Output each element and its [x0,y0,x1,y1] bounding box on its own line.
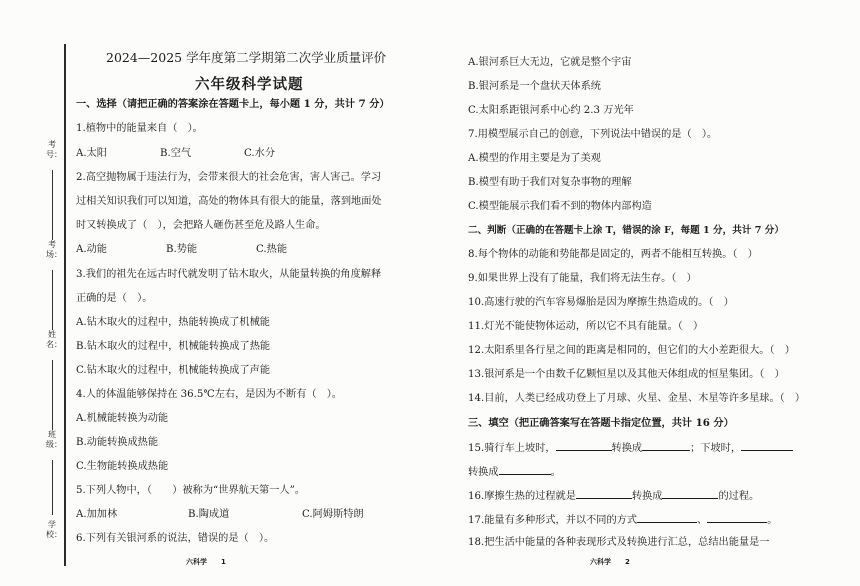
question-5: 5.下列人物中，（ ）被称为“世界航天第一人”。 [76,485,305,496]
question-4: 4.人的体温能够保持在 36.5℃左右，是因为不断有（ ）。 [76,389,343,400]
margin-divider-line [64,44,66,566]
q15-blank-2 [642,440,690,451]
question-3-line-2: 正确的是（ ）。 [76,293,153,304]
exam-subtitle: 六年级科学试题 [195,76,304,93]
q5-option-a: A.加加林 [76,509,118,520]
q15-text-b: 转换成 [611,443,643,454]
q17-blank-2 [707,512,767,523]
q17-blank-1 [637,512,697,523]
q16-text-c: 的过程。 [718,491,760,502]
exam-room-line [52,270,53,330]
q17-text-c: 。 [767,515,778,526]
question-16 [468,488,759,504]
question-8: 8.每个物体的动能和势能都是固定的，两者不能相互转换。（ ） [468,249,758,260]
q1-option-b: B.空气 [160,148,192,159]
q5-option-c: C.阿姆斯特朗 [302,509,364,520]
question-7: 7.用模型展示自己的创意，下列说法中错误的是（ ）。 [468,129,718,140]
page-footer-right: 六科学 2 [590,558,630,566]
question-12: 12.太阳系里各行星之间的距离是相同的，但它们的大小差距很大。（ ） [468,345,795,356]
q2-option-c: C.热能 [256,244,288,255]
question-15-line-1 [468,440,793,456]
question-1: 1.植物中的能量来自（ ）。 [76,123,203,134]
question-17 [468,512,777,528]
q15-text-d: 转换成 [468,467,499,478]
section-2-heading: 二、判断（正确的在答题卡上涂 T，错误的涂 F，每题 1 分，共计 7 分） [468,225,784,236]
q4-option-b: B.动能转换成热能 [76,437,159,448]
question-2-line-2: 过相关知识我们可以知道，高处的物体具有很大的能量，落到地面处 [76,196,382,207]
q2-option-b: B.势能 [166,244,198,255]
q15-text-end: 。 [550,467,561,478]
q7-option-a: A.模型的作用主要是为了美观 [468,153,601,164]
q5-option-b: B.陶成道 [188,509,230,520]
q15-blank-1 [556,440,612,451]
q16-blank-1 [576,488,632,499]
name-field: 姓名： [46,330,62,349]
question-2-line-1: 2.高空抛物属于违法行为，会带来很大的社会危害，害人害己。学习 [76,172,382,183]
q6-option-a: A.银河系巨大无边，它就是整个宇宙 [468,57,632,68]
class-field: 班级： [46,430,62,449]
question-2-line-3: 时又转换成了（ ），会把路人砸伤甚至危及路人生命。 [76,220,326,231]
exam-number-field: 考号： [46,140,62,159]
question-11: 11.灯光不能使物体运动，所以它不具有能量。（ ） [468,321,704,332]
q7-option-b: B.模型有助于我们对复杂事物的理解 [468,177,632,188]
q1-option-a: A.太阳 [76,148,107,159]
q7-option-c: C.模型能展示我们看不到的物体内部构造 [468,201,652,212]
school-field: 学校： [46,520,62,539]
question-10: 10.高速行驶的汽车容易爆胎是因为摩擦生热造成的。（ ） [468,297,734,308]
q16-text-a: 16.摩擦生热的过程就是 [468,491,576,502]
q4-option-a: A.机械能转换为动能 [76,413,169,424]
q3-option-c: C.钻木取火的过程中，机械能转换成了声能 [76,365,271,376]
q6-option-c: C.太阳系距银河系中心约 2.3 万光年 [468,105,634,116]
q15-blank-4 [499,464,551,475]
q17-text-b: 、 [697,515,708,526]
question-13: 13.银河系是一个由数千亿颗恒星以及其他天体组成的恒星集团。（ ） [468,369,785,380]
page-footer-left: 六科学 1 [186,558,226,566]
q16-blank-2 [662,488,718,499]
question-3-line-1: 3.我们的祖先在远古时代就发明了钻木取火，从能量转换的角度解释 [76,269,382,280]
q17-text-a: 17.能量有多种形式，并以不同的方式 [468,515,638,526]
q15-text-a: 15.骑行车上坡时， [468,443,556,454]
question-9: 9.如果世界上没有了能量，我们将无法生存。（ ） [468,273,697,284]
exam-number-line [52,170,53,240]
q4-option-c: C.生物能转换成热能 [76,461,169,472]
exam-title: 2024—2025 学年度第二学期第二次学业质量评价 [106,50,387,65]
binding-margin [0,0,66,586]
question-14: 14.目前，人类已经成功登上了月球、火星、金星、木星等许多星球。（ ） [468,393,806,404]
q3-option-a: A.钻木取火的过程中，热能转换成了机械能 [76,317,270,328]
q1-option-c: C.水分 [244,148,276,159]
section-1-heading: 一、选择（请把正确的答案涂在答题卡上，每小题 1 分，共计 7 分） [76,98,390,110]
section-3-heading: 三、填空（把正确答案写在答题卡指定位置，共计 16 分） [468,417,734,429]
q16-text-b: 转换成 [631,491,663,502]
q15-text-c: ；下坡时， [690,443,742,454]
q15-blank-3 [741,440,793,451]
name-line [52,360,53,430]
class-line [52,460,53,515]
question-18: 18.把生活中能量的各种表现形式及转换进行汇总，总结出能量是一 [468,537,770,548]
q2-option-a: A.动能 [76,244,107,255]
question-6: 6.下列有关银河系的说法，错误的是（ ）。 [76,533,275,544]
q3-option-b: B.钻木取火的过程中，机械能转换成了热能 [76,341,271,352]
exam-room-field: 考场： [46,240,62,259]
q6-option-b: B.银河系是一个盘状天体系统 [468,81,601,92]
question-15-line-2 [468,464,561,480]
